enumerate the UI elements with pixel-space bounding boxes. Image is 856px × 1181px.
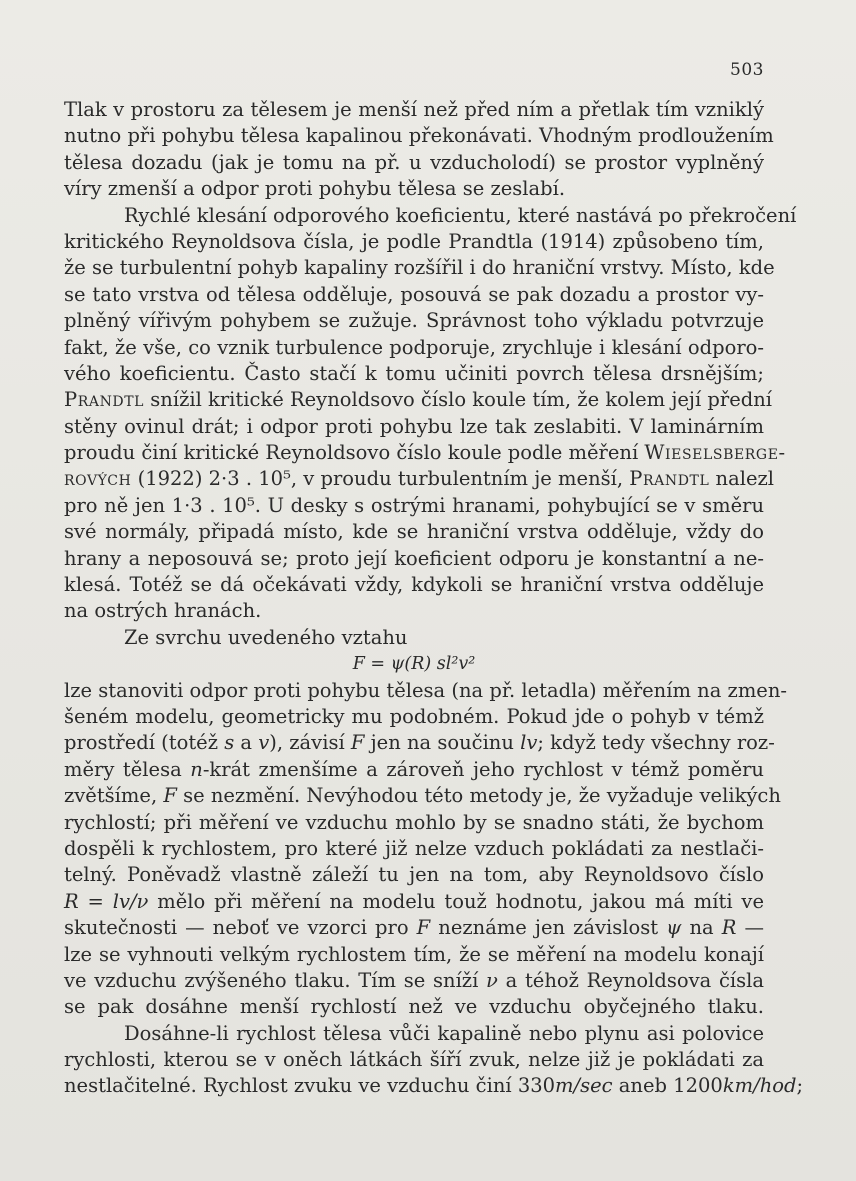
text-line: plněný vířivým pohybem se zužuje. Správnost toho výkladu potvrzuje	[64, 309, 764, 333]
text-line: nutno při pohybu tělesa kapalinou překonávati. Vhodným prodloužením	[64, 124, 774, 148]
text-line: víry zmenší a odpor proti pohybu tělesa se zeslabí.	[64, 177, 566, 201]
text-line: fakt, že vše, co vznik turbulence podporuje, zrychluje i klesání odporo-	[64, 335, 764, 359]
page-number: 503	[730, 60, 764, 80]
text-line: tělesa dozadu (jak je tomu na př. u vzducholodí) se prostor vyplněný	[64, 150, 764, 174]
text-line: vého koeficientu. Často stačí k tomu učiniti povrch tělesa drsnějším;	[64, 361, 764, 385]
text-line: hrany a neposouvá se; proto její koeficient odporu je konstantní a ne-	[64, 546, 764, 570]
text-line: prostředí (totéž s a v), závisí F jen na součinu lv; když tedy všechny roz-	[64, 731, 775, 755]
text-line: Prandtl snížil kritické Reynoldsovo číslo koule tím, že kolem její přední	[64, 388, 773, 412]
text-line: dospěli k rychlostem, pro které již nelze vzduch pokládati za nestlači-	[64, 836, 764, 860]
text-line: se tato vrstva od tělesa odděluje, posouvá se pak dozadu a prostor vy-	[64, 282, 764, 306]
text-line: se pak dosáhne menší rychlostí než ve vzduchu obyčejného tlaku.	[64, 995, 764, 1019]
author-name: Wieselsberge-	[644, 441, 786, 465]
text-line: stěny ovinul drát; i odpor proti pohybu lze tak zeslabiti. V laminárním	[64, 414, 764, 438]
text-line: skutečnosti — neboť ve vzorci pro F neznáme jen závislost ψ na R —	[64, 916, 764, 940]
text-line: šeném modelu, geometricky mu podobném. Pokud jde o pohyb v témž	[64, 704, 764, 728]
page-body	[64, 97, 804, 1100]
text-line: pro ně jen 1·3 . 10⁵. U desky s ostrými hranami, pohybující se v směru	[64, 493, 764, 517]
text-line: proudu činí kritické Reynoldsovo číslo koule podle měření Wieselsberge-	[64, 441, 786, 465]
text-line: Rychlé klesání odporového koeficientu, které nastává po překročení	[124, 203, 797, 227]
author-name: Prandtl	[64, 388, 145, 412]
text-line: Ze svrchu uvedeného vztahu	[124, 625, 408, 649]
text-line: telný. Poněvadž vlastně záleží tu jen na tom, aby Reynoldsovo číslo	[64, 863, 764, 887]
text-line: lze stanoviti odpor proti pohybu tělesa (na př. letadla) měřením na zmen-	[64, 678, 787, 702]
formula: F = ψ(R) sl²v²	[352, 654, 476, 675]
text-line: klesá. Totéž se dá očekávati vždy, kdykoli se hraniční vrstva odděluje	[64, 573, 764, 597]
text-line: nestlačitelné. Rychlost zvuku ve vzduchu činí 330m/sec aneb 1200km/hod;	[64, 1074, 804, 1098]
text-line: zvětšíme, F se nezmění. Nevýhodou této metody je, že vyžaduje velikých	[64, 784, 781, 808]
text-line: kritického Reynoldsova čísla, je podle Prandtla (1914) způsobeno tím,	[64, 229, 764, 253]
text-line: měry tělesa n-krát zmenšíme a zároveň jeho rychlost v témž poměru	[64, 757, 764, 781]
text-line: rychlosti, kterou se v oněch látkách šíří zvuk, nelze již je pokládati za	[64, 1048, 764, 1072]
text-line: Tlak v prostoru za tělesem je menší než před ním a přetlak tím vzniklý	[64, 98, 764, 121]
text-line: R = lv/ν mělo při měření na modelu touž hodnotu, jakou má míti ve	[64, 889, 764, 913]
text-line: že se turbulentní pohyb kapaliny rozšířil i do hraniční vrstvy. Místo, kde	[64, 256, 775, 280]
author-name: Prandtl	[629, 467, 710, 491]
text-line: lze se vyhnouti velkým rychlostem tím, že se měření na modelu konají	[64, 942, 764, 966]
text-line: rychlostí; při měření ve vzduchu mohlo by se snadno státi, že bychom	[64, 810, 764, 834]
author-name: rových	[64, 467, 132, 491]
text-line: své normály, připadá místo, kde se hraniční vrstva odděluje, vždy do	[64, 520, 764, 544]
text-line: Dosáhne-li rychlost tělesa vůči kapalině nebo plynu asi polovice	[124, 1021, 764, 1045]
text-line: rových (1922) 2·3 . 10⁵, v proudu turbulentním je menší, Prandtl nalezl	[64, 467, 775, 491]
text-line: ve vzduchu zvýšeného tlaku. Tím se sníží ν a téhož Reynoldsova čísla	[64, 968, 765, 992]
text-line: na ostrých hranách.	[64, 599, 262, 623]
